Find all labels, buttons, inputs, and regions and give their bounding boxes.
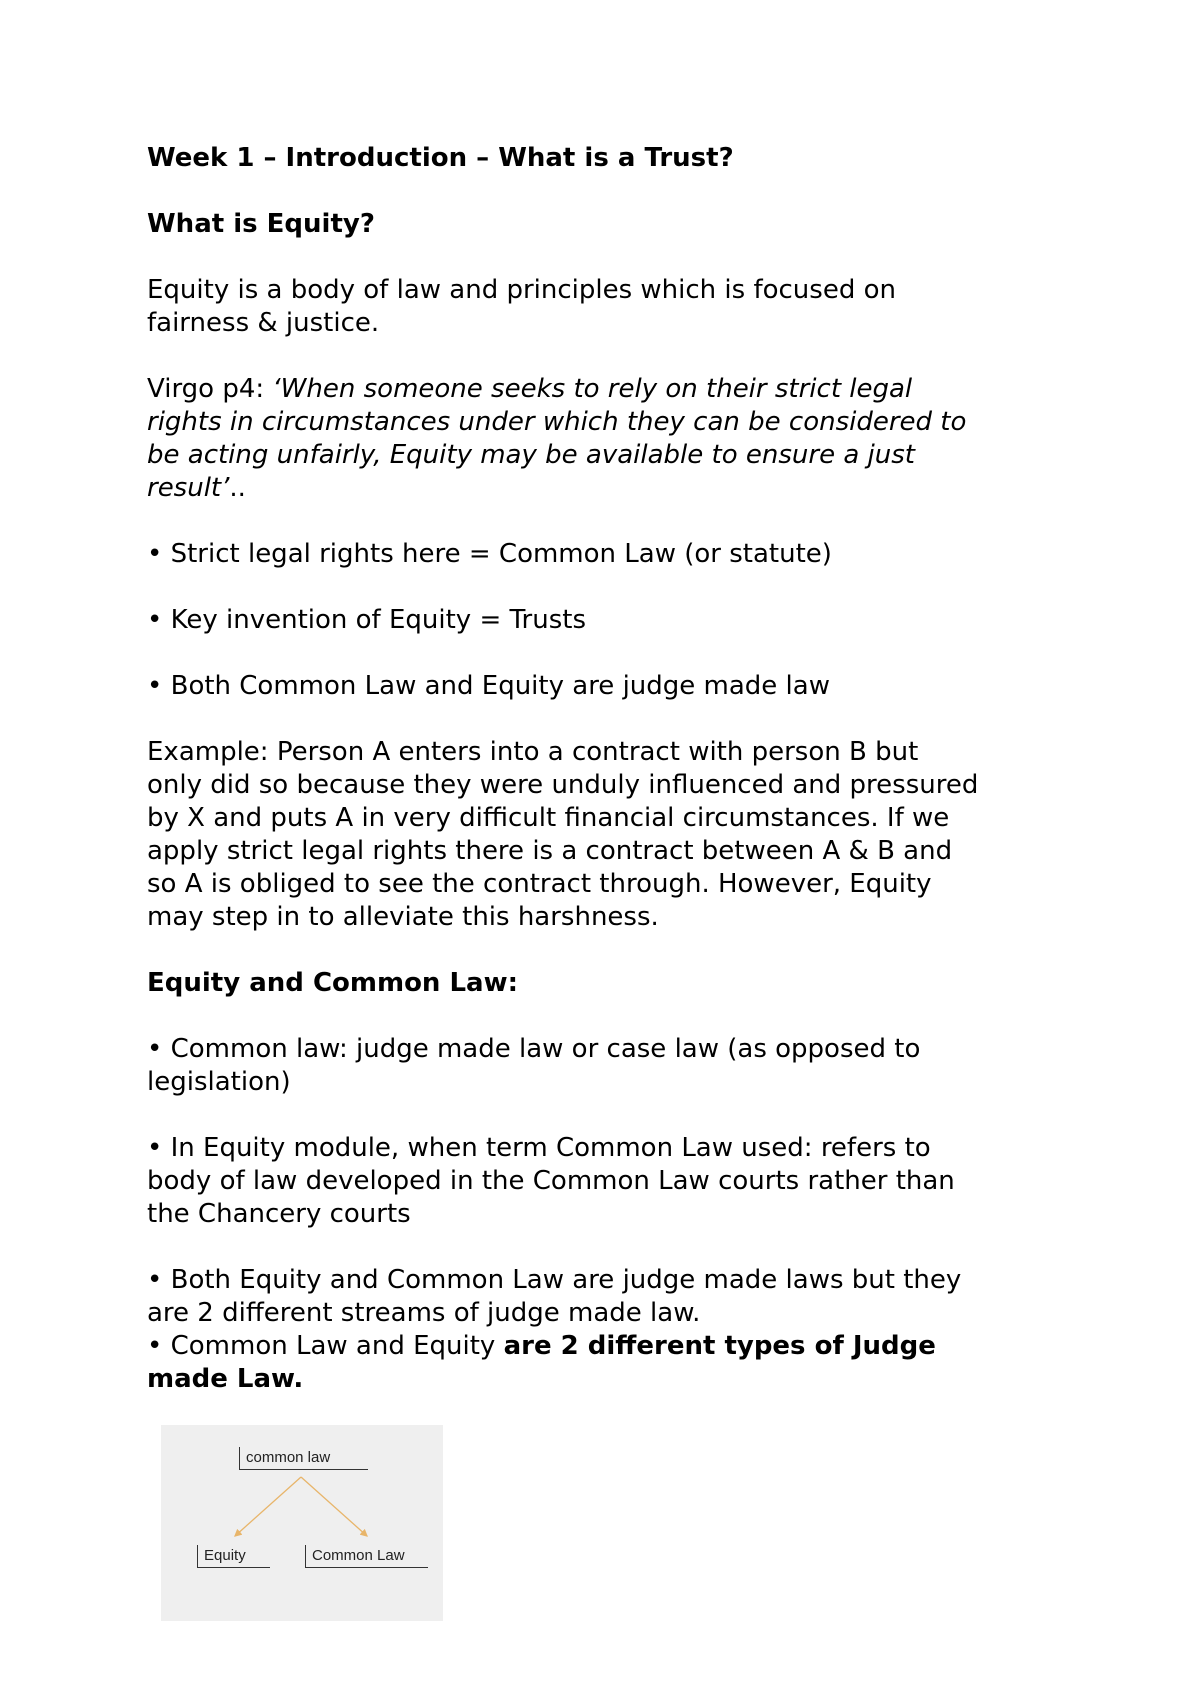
example-line: only did so because they were unduly influenced and pressured [147,770,979,800]
section-title-equity-and-common-law: Equity and Common Law: [147,968,519,998]
law-tree-diagram [161,1425,443,1621]
example-line: by X and puts A in very difficult financial circumstances. If we [147,803,950,833]
bullet-item: • In Equity module, when term Common Law used: refers to [147,1133,931,1163]
bullet-item: • Both Common Law and Equity are judge made law [147,671,830,701]
bullet-item-continued: body of law developed in the Common Law courts rather than [147,1166,955,1196]
arrow-to-common-law [301,1477,367,1536]
arrow-to-equity [235,1477,301,1536]
example-line: may step in to alleviate this harshness. [147,902,659,932]
diagram-common-law-box: Common Law [305,1545,428,1568]
quote-text: result’ [147,473,230,503]
section-title-what-is-equity: What is Equity? [147,209,375,239]
quote-line: rights in circumstances under which they can be considered to [147,407,967,437]
document-body [147,142,1077,1396]
bullet-item-continued: legislation) [147,1067,291,1097]
quote-line: be acting unfairly, Equity may be available to ensure a just [147,440,915,470]
diagram-equity-box: Equity [197,1545,270,1568]
diagram-root-box: common law [239,1447,368,1470]
quote-source: Virgo p4: [147,374,273,404]
example-line: so A is obliged to see the contract through. However, Equity [147,869,932,899]
page-heading: Week 1 – Introduction – What is a Trust? [147,143,734,173]
quote-text: ‘When someone seeks to rely on their strict legal [272,374,913,404]
definition-line: fairness & justice. [147,308,380,338]
bullet-item-continued: made Law. [147,1364,304,1394]
bullet-item: • Common law: judge made law or case law (as opposed to [147,1034,921,1064]
bullet-item: • Strict legal rights here = Common Law (or statute) [147,539,832,569]
bullet-item: • Both Equity and Common Law are judge made laws but they [147,1265,962,1295]
example-line: apply strict legal rights there is a contract between A & B and [147,836,953,866]
definition-line: Equity is a body of law and principles which is focused on [147,275,896,305]
bullet-text-bold: are 2 different types of Judge [503,1331,936,1361]
bullet-item-continued: are 2 different streams of judge made law. [147,1298,701,1328]
bullet-item: • Key invention of Equity = Trusts [147,605,587,635]
quote-line [147,472,1077,505]
bullet-item [147,1330,1077,1363]
bullet-text: • Common Law and Equity [147,1331,504,1361]
quote-suffix: .. [229,473,246,503]
quote-line [147,373,1077,406]
bullet-item-continued: the Chancery courts [147,1199,411,1229]
example-line: Example: Person A enters into a contract with person B but [147,737,919,767]
